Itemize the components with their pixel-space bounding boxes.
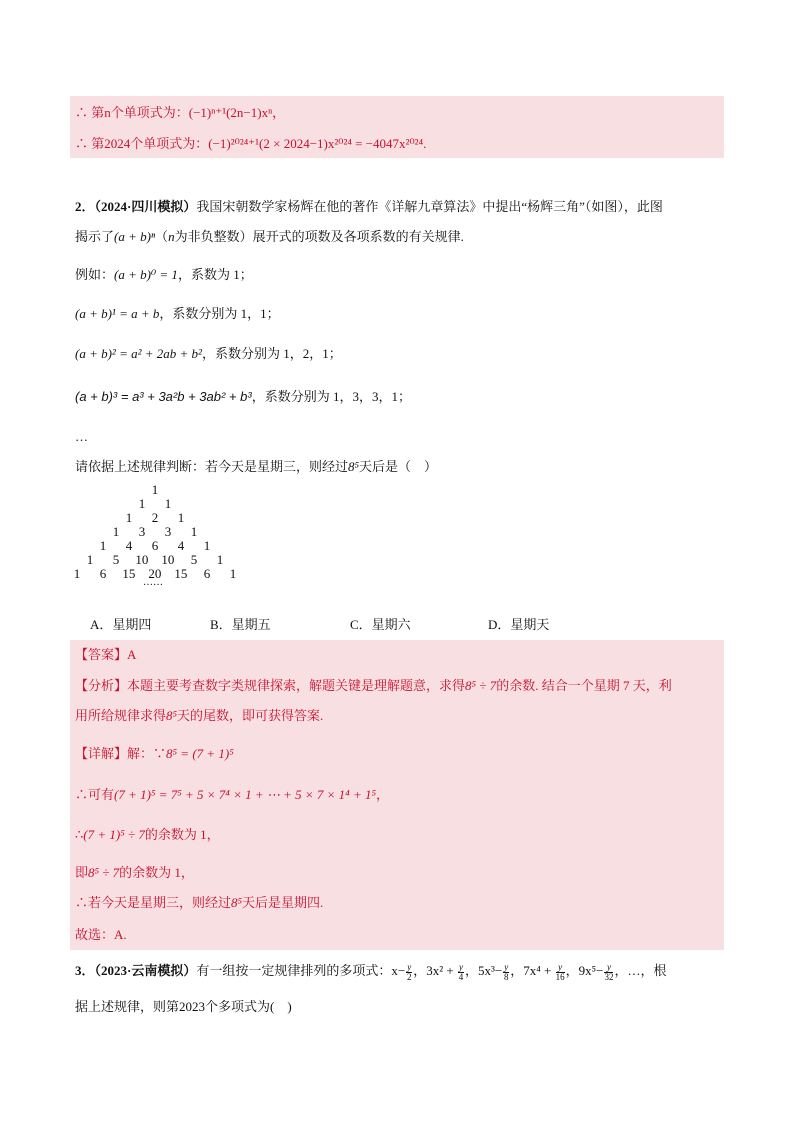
analysis-tag: 【分析】 [75,678,128,693]
triangle-number: 10 [135,552,149,567]
analysis-b: 的余数. 结合一个星期 7 天，利 [496,678,672,693]
triangle-number: 15 [174,566,188,581]
step-4-expr: 8⁵ [231,895,243,910]
triangle-number: 1 [151,482,159,497]
q3-stem-line-2: 据上述规律，则第2023个多项式为( ) [75,999,292,1014]
triangle-number: 1 [177,510,185,525]
q2-stem-b1: 揭示了 [75,229,115,244]
triangle-number: 1 [164,496,172,511]
triangle-number: 1 [203,538,211,553]
step-4 [75,894,323,912]
q2-stem-b3: 为非负整数）展开式的项数及各项系数的有关规律. [174,229,464,244]
q2-stem-line-1 [75,198,663,216]
triangle-number: 5 [112,552,120,567]
triangle-number: 10 [161,552,175,567]
q2-example-2-tail: ，系数分别为 1，2，1； [201,346,342,361]
prev-solution-line-2: ∴ 第2024个单项式为：(−1)²⁰²⁴⁺¹(2 × 2024−1)x²⁰²⁴ = −4047x²⁰²⁴. [75,136,427,151]
step-3-expr: 8⁵ ÷ 7 [88,865,120,880]
answer-tag: 【答案】 [75,647,128,662]
prev-solution-line-1: ∴ 第n个单项式为：(−1)ⁿ⁺¹(2n−1)xⁿ， [75,105,286,120]
q2-example-3 [75,388,411,406]
q2-example-2-expr: (a + b)² = a² + 2ab + b² [75,346,202,361]
q2-example-0-tail: ，系数为 1； [177,267,253,282]
polynomial-fraction: $\frac{y}{32}$ [604,961,614,982]
polynomial-fraction: $\frac{y}{8}$ [503,961,509,982]
step-4-b: 天后是星期四. [242,895,324,910]
triangle-number: 1 [138,496,146,511]
triangle-number: 1 [99,538,107,553]
q3-polynomials [391,961,614,982]
option-a[interactable]: A．星期四 [90,617,152,632]
analysis-line-1 [75,677,672,695]
triangle-number: 1 [125,510,133,525]
q2-stem-b2: （ [155,229,169,244]
q2-stem-expr: (a + b)ⁿ [114,229,156,244]
analysis-line-2 [75,707,323,725]
yanghui-triangle [60,482,260,602]
detail-a: 解：∵ [127,746,167,761]
triangle-number: 3 [138,524,146,539]
q2-example-3-tail: ，系数分别为 1，3，3，1； [251,389,411,404]
step-1-expr: (7 + 1)⁵ = 7⁵ + 5 × 7⁴ × 1 + ⋯ + 5 × 7 × 1⁴ + 1⁵ [114,787,376,802]
step-3 [75,864,194,882]
step-3-b: 的余数为 1， [119,865,194,880]
choice-line: 故选：A. [75,927,127,942]
q3-source: （2023·云南模拟） [94,963,197,978]
option-b[interactable]: B．星期五 [210,617,271,632]
polynomial-fraction: $\frac{y}{16}$ [555,961,565,982]
analysis-c2: 天的尾数，即可获得答案. [177,708,324,723]
step-2-a: ∴ [75,827,84,842]
q2-example-0-expr: (a + b)⁰ = 1 [114,267,178,282]
triangle-number: 20 [148,566,162,581]
analysis-c-expr: 8⁵ [166,708,178,723]
q2-ask-expr: 8⁵ [348,459,360,474]
detail-expr: 8⁵ = (7 + 1)⁵ [166,746,234,761]
detail-tag: 【详解】 [75,746,128,761]
q2-stem-line-2 [75,228,464,246]
q2-example-1-tail: ，系数分别为 1，1； [159,306,280,321]
step-2-b: 的余数为 1， [144,827,220,842]
triangle-number: 1 [216,552,224,567]
q2-example-3-expr: (a + b)³ = a³ + 3a²b + 3ab² + b³ [75,389,252,404]
triangle-number: 6 [203,566,211,581]
polynomial-term: ，9x⁵− [565,963,604,978]
triangle-number: 2 [151,510,159,525]
step-1 [75,786,389,804]
q2-source: （2024·四川模拟） [94,199,197,214]
q2-example-0 [75,266,253,284]
step-1-a: ∴可有 [75,787,115,802]
polynomial-term: ，3x² + [413,963,457,978]
step-2-expr: (7 + 1)⁵ ÷ 7 [83,827,145,842]
step-1-b: ， [376,787,390,802]
triangle-number: 4 [177,538,185,553]
q3-stem-a: 有一组按一定规律排列的多项式： [196,963,392,978]
q2-number: 2． [75,199,95,214]
triangle-number: 15 [122,566,136,581]
option-c[interactable]: C．星期六 [350,617,411,632]
polynomial-fraction: $\frac{y}{4}$ [458,961,464,982]
polynomial-fraction: $\frac{y}{2}$ [406,961,412,982]
analysis-a: 本题主要考查数字类规律探索，解题关键是理解题意，求得 [127,678,466,693]
step-4-a: ∴若今天是星期三，则经过 [75,895,232,910]
triangle-number: 1 [229,566,237,581]
polynomial-term: ，7x⁴ + [510,963,555,978]
q2-stem-n: n [168,229,175,244]
triangle-number: 1 [73,566,81,581]
q2-stem-a: 我国宋朝数学家杨辉在他的著作《详解九章算法》中提出“杨辉三角”（如图），此图 [196,199,663,214]
polynomial-term: ，5x³− [464,963,503,978]
triangle-number: 6 [99,566,107,581]
q2-ask [75,458,437,476]
q2-example-1-expr: (a + b)¹ = a + b [75,306,160,321]
triangle-number: 4 [125,538,133,553]
q3-stem-line-1 [75,962,666,982]
q3-stem-tail: ，…，根 [614,963,667,978]
step-3-a: 即 [75,865,89,880]
detail-line [75,745,234,763]
triangle-number: 1 [86,552,94,567]
triangle-number: 3 [164,524,172,539]
analysis-expr: 8⁵ ÷ 7 [465,678,497,693]
answer-value: A [127,647,137,662]
analysis-c1: 用所给规律求得 [75,708,167,723]
q2-example-2 [75,345,342,363]
option-d[interactable]: D．星期天 [488,617,550,632]
q3-number: 3． [75,963,95,978]
answer-line [75,646,136,664]
q2-ask-a: 请依据上述规律判断：若今天是星期三，则经过 [75,459,349,474]
q2-ellipsis: … [75,429,88,444]
q2-example-1 [75,305,280,323]
q2-example-intro: 例如： [75,267,115,282]
step-2 [75,826,220,844]
triangle-more: …… [143,577,163,588]
triangle-number: 5 [190,552,198,567]
q2-ask-b: 天后是（ ） [359,459,438,474]
triangle-number: 6 [151,538,159,553]
triangle-number: 1 [112,524,120,539]
polynomial-term: x− [391,963,406,978]
triangle-number: 1 [190,524,198,539]
